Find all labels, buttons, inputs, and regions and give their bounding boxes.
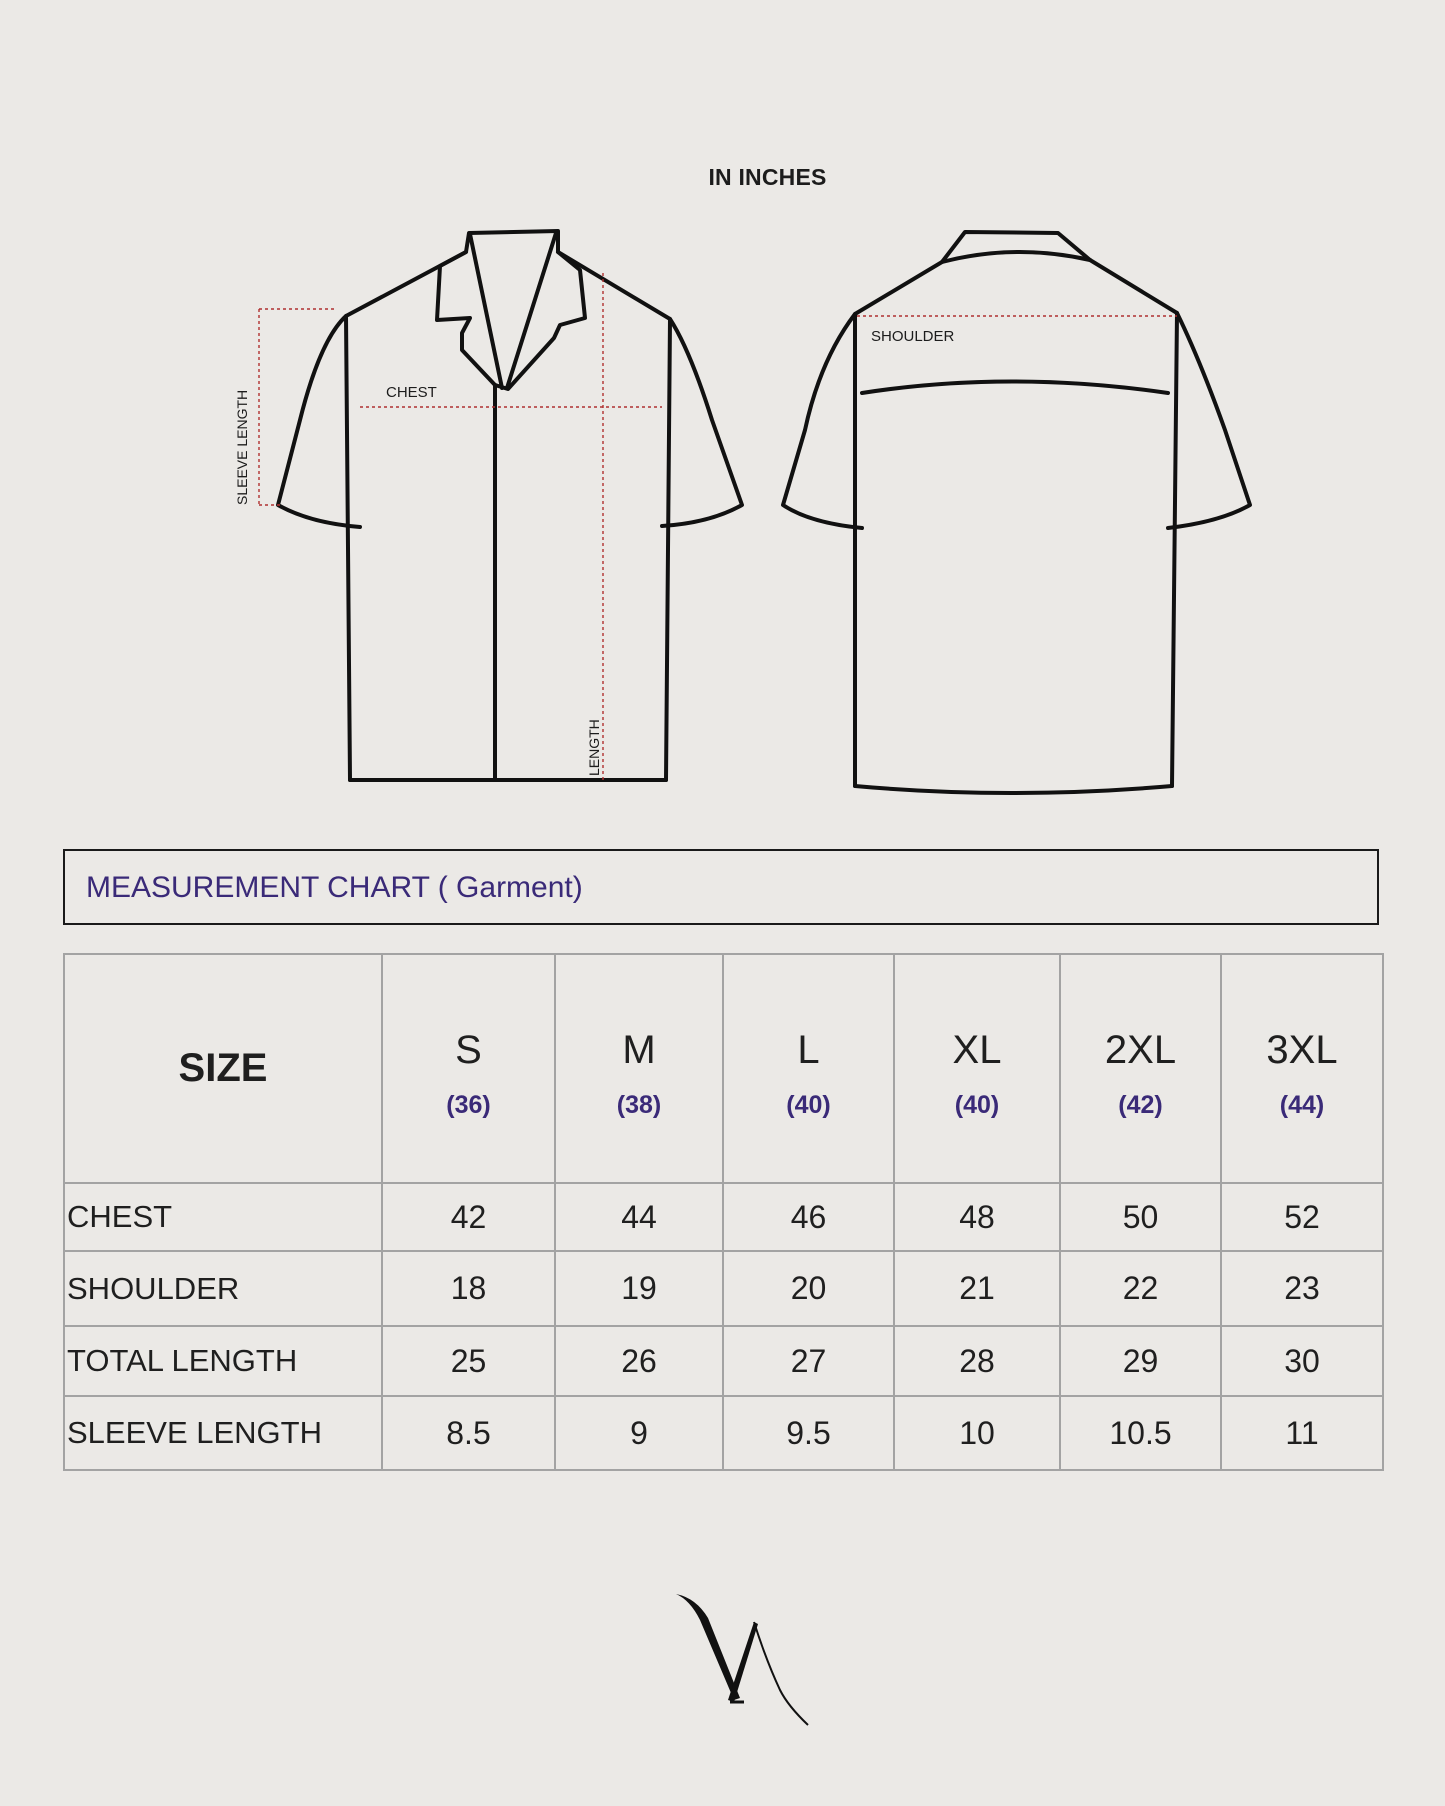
size-col-2xl: 2XL (42): [1060, 954, 1221, 1183]
table-cell: 21: [894, 1251, 1060, 1326]
chest-label: CHEST: [386, 384, 437, 401]
table-cell: 11: [1221, 1396, 1383, 1470]
table-row: [64, 1396, 1383, 1470]
table-cell: 29: [1060, 1326, 1221, 1396]
table-header-row: [64, 954, 1383, 1183]
size-col-xl: XL (40): [894, 954, 1060, 1183]
table-cell: 28: [894, 1326, 1060, 1396]
table-row: [64, 1183, 1383, 1251]
table-cell: 30: [1221, 1326, 1383, 1396]
table-cell: 9: [555, 1396, 723, 1470]
table-cell: 18: [382, 1251, 555, 1326]
table-cell: 42: [382, 1183, 555, 1251]
table-cell: 9.5: [723, 1396, 894, 1470]
size-table: [63, 953, 1384, 1471]
table-cell: 10: [894, 1396, 1060, 1470]
row-label: SLEEVE LENGTH: [64, 1396, 382, 1470]
row-label: TOTAL LENGTH: [64, 1326, 382, 1396]
table-cell: 19: [555, 1251, 723, 1326]
length-label: LENGTH: [586, 719, 602, 776]
table-cell: 27: [723, 1326, 894, 1396]
table-cell: 10.5: [1060, 1396, 1221, 1470]
unit-label: IN INCHES: [708, 164, 827, 190]
size-col-s: S (36): [382, 954, 555, 1183]
row-label: CHEST: [64, 1183, 382, 1251]
size-col-m: M (38): [555, 954, 723, 1183]
table-cell: 25: [382, 1326, 555, 1396]
table-cell: 44: [555, 1183, 723, 1251]
measurement-chart-header: [63, 849, 1379, 925]
table-cell: 23: [1221, 1251, 1383, 1326]
shirt-diagram: [0, 0, 1445, 820]
brand-logo-icon: [670, 1590, 820, 1730]
table-cell: 46: [723, 1183, 894, 1251]
table-cell: 8.5: [382, 1396, 555, 1470]
size-header: SIZE: [64, 954, 382, 1183]
shoulder-label: SHOULDER: [871, 328, 955, 345]
table-cell: 22: [1060, 1251, 1221, 1326]
table-row: [64, 1326, 1383, 1396]
sleeve-length-label: SLEEVE LENGTH: [234, 389, 250, 505]
table-cell: 26: [555, 1326, 723, 1396]
table-row: [64, 1251, 1383, 1326]
back-shirt-outline: [783, 232, 1250, 793]
row-label: SHOULDER: [64, 1251, 382, 1326]
size-col-3xl: 3XL (44): [1221, 954, 1383, 1183]
front-shirt-outline: [278, 231, 742, 780]
table-cell: 52: [1221, 1183, 1383, 1251]
table-cell: 50: [1060, 1183, 1221, 1251]
table-cell: 20: [723, 1251, 894, 1326]
table-cell: 48: [894, 1183, 1060, 1251]
size-col-l: L (40): [723, 954, 894, 1183]
chart-title: MEASUREMENT CHART ( Garment): [86, 871, 583, 904]
